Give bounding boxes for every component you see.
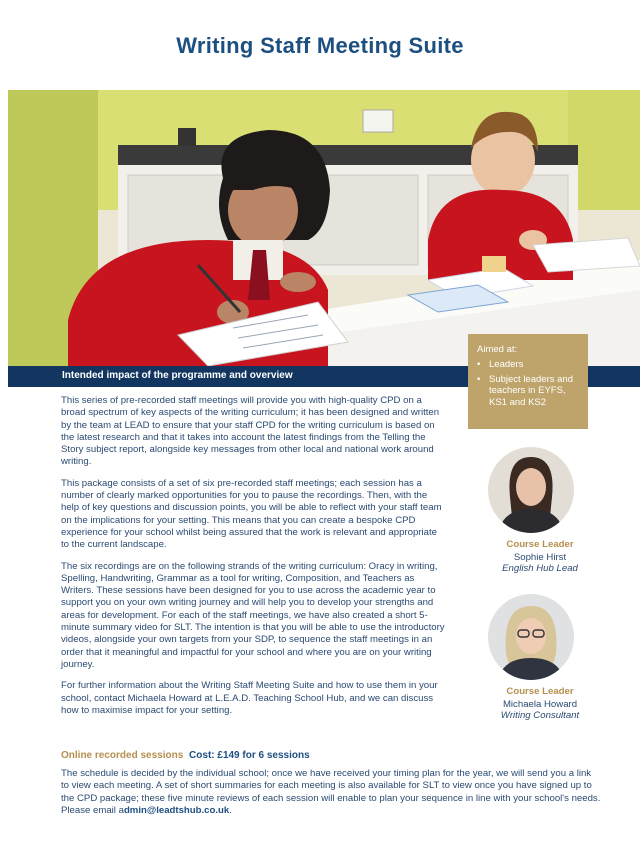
leader-card-michaela xyxy=(478,686,602,721)
sessions-heading xyxy=(61,750,310,761)
banner-heading: Intended impact of the programme and overview xyxy=(62,370,293,381)
overview-paragraph: For further information about the Writing Staff Meeting Suite and how to use them in your school, contact Michaela Howard at L.E.A.D. Teaching School Hub, and we can discuss how to maximise impact for your setting. xyxy=(61,680,438,716)
portrait-icon xyxy=(488,447,574,533)
classroom-illustration xyxy=(8,90,640,366)
leader-photo-michaela xyxy=(488,594,574,680)
contact-email-link[interactable]: dmin@leadtshub.co.uk xyxy=(123,804,230,816)
leader-name: Sophie Hirst xyxy=(513,552,567,563)
leader-title: Writing Consultant xyxy=(500,710,580,721)
audience-item: • Leaders xyxy=(477,359,580,371)
overview-paragraph: This package consists of a set of six pre-recorded staff meetings; each session has a number of clearly marked opportunities for you to pause the recordings. Then, with the help of key questions and discussion points, you will be able to reflect with your staff team on the implications for your setting. This means that you can create a bespoke CPD experience for your school whilst being assured that the work is relevant and appropriate to the current landscape. xyxy=(61,477,442,551)
sessions-end: . xyxy=(229,804,232,816)
audience-title: Aimed at: xyxy=(477,344,518,355)
overview-paragraph: The six recordings are on the following strands of the writing curriculum: Oracy in writing, Spelling, Handwriting, Grammar as a tool for writing, Composition, and Teachers as Writers. These sessions have been designed for you to use across the academic year to support you on your own writing journey and will help you to develop your strengths and areas for development. For each of the staff meetings, we have also created a short 5-minute summary video for SLT. The intention is that you will be able to use the introductory videos, alongside your own targets from your SDP, to sequence the staff meetings in an order that it meaningful and impactful for your school and where you are on your writing journey. xyxy=(61,560,445,670)
audience-list xyxy=(477,359,580,408)
leader-role: Course Leader xyxy=(506,539,574,550)
sessions-body: The schedule is decided by the individual school; once we have received your timing plan for the year, we will send you a link to view each meeting. A set of short summaries for each meeting is also available for SLT to view once you have signed up to the CPD package; these five minute reviews of each session will enable to plan your sequence in line with your school's needs. Please email a xyxy=(61,768,601,816)
audience-box xyxy=(468,334,588,429)
sessions-description xyxy=(61,768,601,817)
leader-card-sophie xyxy=(478,539,602,574)
leader-name: Michaela Howard xyxy=(502,699,578,710)
leader-title: English Hub Lead xyxy=(502,563,578,574)
sessions-label: Online recorded sessions xyxy=(61,750,184,761)
hero-photo xyxy=(8,90,640,366)
sessions-cost: Cost: £149 for 6 sessions xyxy=(189,750,310,761)
audience-item: • Subject leaders and teachers in EYFS, KS1 and KS2 xyxy=(477,374,580,409)
portrait-icon xyxy=(488,594,574,680)
page-title: Writing Staff Meeting Suite xyxy=(176,33,464,58)
leader-role: Course Leader xyxy=(506,686,574,697)
overview-paragraph: This series of pre-recorded staff meetings will provide you with high-quality CPD on a broad spectrum of key aspects of the writing curriculum; it has been designed and written by the team at LEAD to ensure that your staff CPD for the writing curriculum is based on the latest research and that it takes into account the latest findings from the Telling the Story subject report, alongside key messages from other local and national work around writing. xyxy=(61,395,440,468)
overview-text xyxy=(61,395,446,726)
leader-photo-sophie xyxy=(488,447,574,533)
